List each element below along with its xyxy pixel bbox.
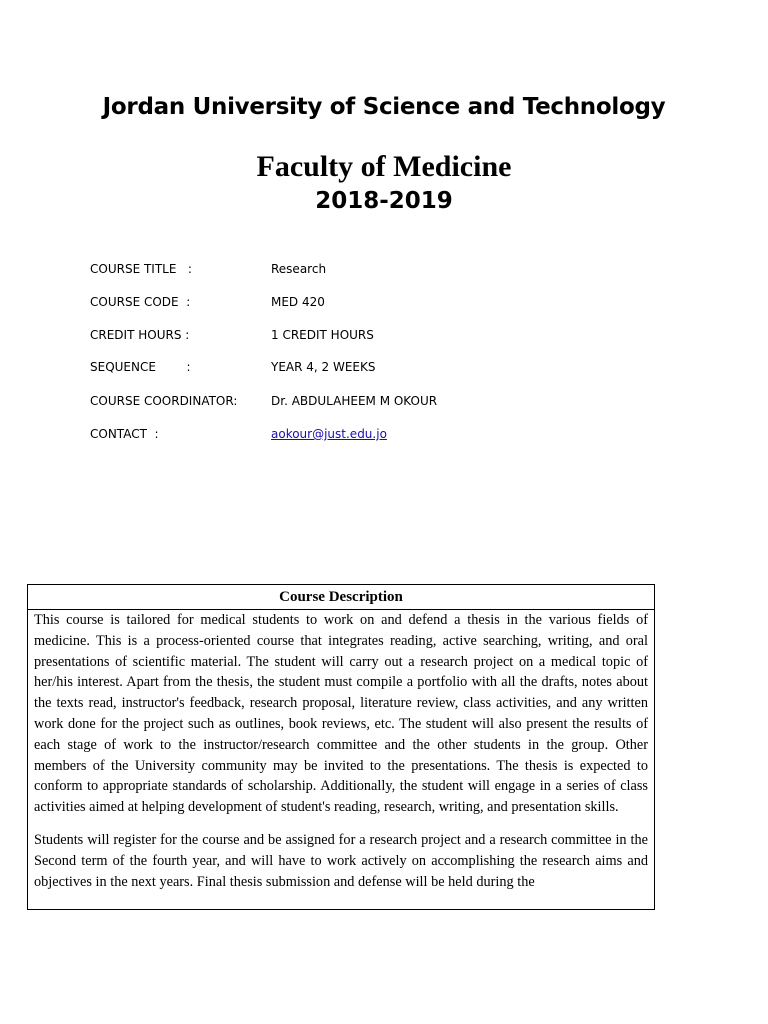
sequence-value: YEAR 4, 2 WEEKS <box>271 360 376 374</box>
academic-year: 2018-2019 <box>315 188 453 214</box>
contact-row <box>90 425 650 443</box>
course-description-heading: Course Description <box>28 585 654 610</box>
sequence-label: SEQUENCE : <box>90 360 191 374</box>
coordinator-row <box>90 392 650 410</box>
course-title-label: COURSE TITLE : <box>90 262 192 276</box>
university-title: Jordan University of Science and Technology <box>102 94 666 120</box>
sequence-row <box>90 358 650 376</box>
coordinator-value: Dr. ABDULAHEEM M OKOUR <box>271 394 438 408</box>
course-code-label: COURSE CODE : <box>90 295 191 309</box>
contact-email-link[interactable]: aokour@just.edu.jo <box>271 427 387 441</box>
description-paragraph-1: This course is tailored for medical students to work on and defend a thesis in the various fields of medicine. This is a process-oriented course that integrates reading, active searching, writing, and oral presentations of scientific material. The student will carry out a research project on a medical topic of her/his interest. Apart from the thesis, the student must compile a portfolio with all the drafts, notes about the texts read, instructor's feedback, research proposal, literature review, class activities, and any written work done for the project such as outlines, book reviews, etc. The student will also present the results of each stage of work to the instructor/research committee and the other students in the group. Other members of the University community may be invited to the presentations. The thesis is expected to conform to appropriate standards of scholarship. Additionally, the student will engage in a series of class activities aimed at helping development of student's reading, research, writing, and presentation skills. <box>34 612 648 816</box>
coordinator-label: COURSE COORDINATOR: <box>90 394 238 408</box>
credit-hours-label: CREDIT HOURS : <box>90 328 190 342</box>
credit-hours-row <box>90 326 650 344</box>
course-description-body <box>28 610 654 892</box>
course-code-value: MED 420 <box>271 295 325 309</box>
course-title-value: Research <box>271 262 327 276</box>
description-paragraph-2: Students will register for the course and be assigned for a research project and a research committee in the Second term of the fourth year, and will have to work actively on accomplishing the research aims and objectives in the next years. Final thesis submission and defense will be held during the <box>34 831 648 890</box>
contact-label: CONTACT : <box>90 427 159 441</box>
course-title-row <box>90 260 650 278</box>
credit-hours-value: 1 CREDIT HOURS <box>271 328 374 342</box>
course-code-row <box>90 293 650 311</box>
faculty-title: Faculty of Medicine <box>256 150 512 183</box>
course-description-table <box>27 584 655 910</box>
